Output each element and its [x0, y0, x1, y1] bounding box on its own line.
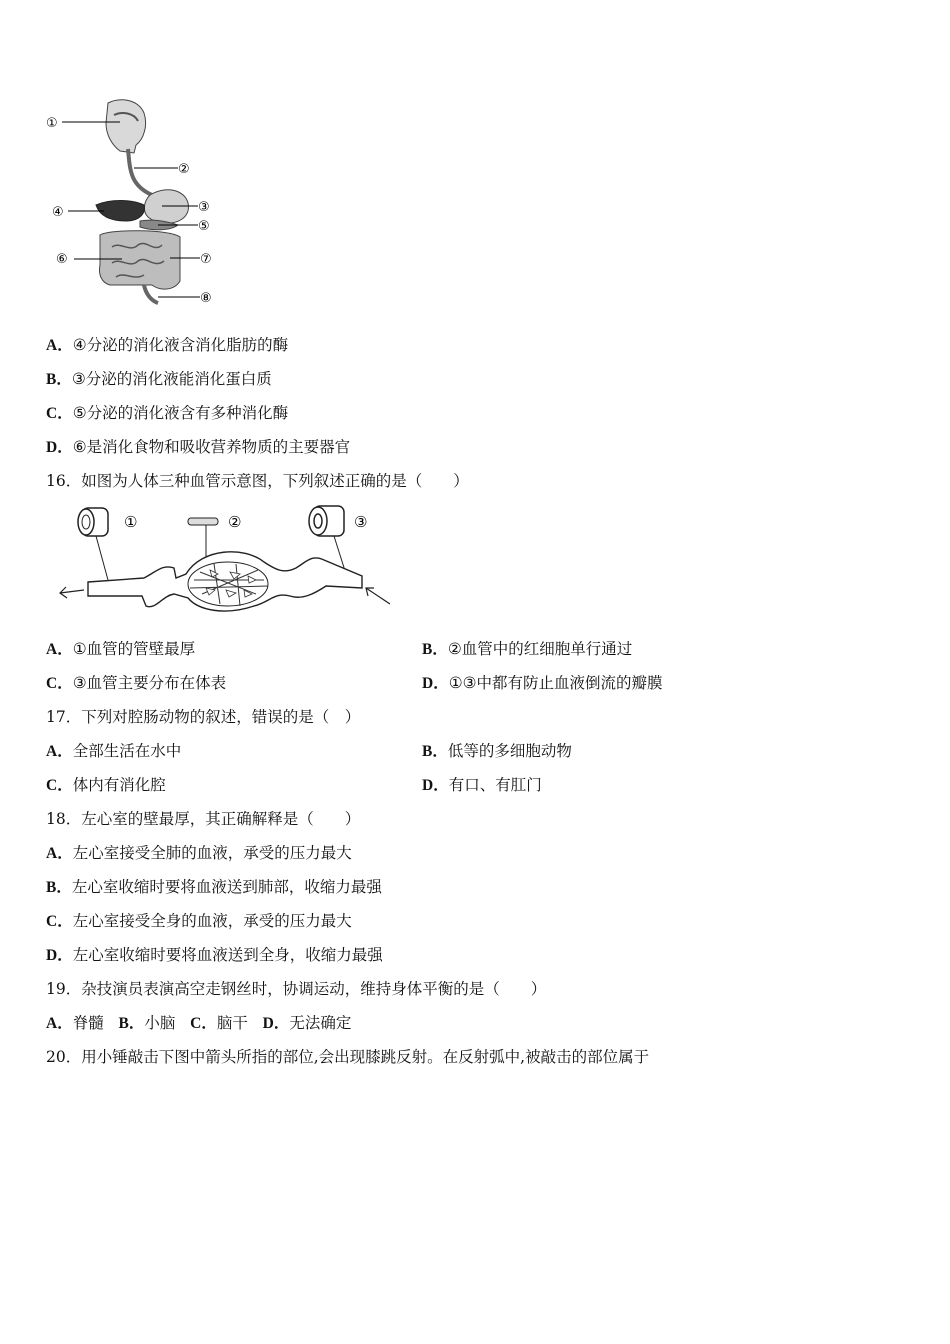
- q15-option-d: [46, 437, 350, 458]
- option-text: 低等的多细胞动物: [447, 742, 572, 760]
- option-letter: D．: [422, 675, 449, 692]
- option-text: 小脑: [144, 1014, 176, 1032]
- option-text: ④分泌的消化液含消化脂肪的酶: [72, 336, 289, 354]
- option-text: ①血管的管壁最厚: [72, 640, 196, 658]
- figure1-label-5: ⑤: [198, 219, 210, 234]
- figure1-label-6: ⑥: [56, 252, 68, 267]
- figure1-label-2: ②: [178, 162, 190, 177]
- q20-stem: 20．用小锤敲击下图中箭头所指的部位,会出现膝跳反射。在反射弧中,被敲击的部位属于: [46, 1048, 650, 1066]
- q16-option-d: [422, 673, 663, 694]
- option-text: 左心室接受全肺的血液，承受的压力最大: [72, 844, 352, 862]
- option-letter: B．: [46, 879, 72, 896]
- option-letter: C．: [46, 913, 73, 930]
- option-letter: C．: [46, 675, 73, 692]
- q16-option-a: [46, 639, 633, 660]
- q15-option-c: [46, 403, 288, 424]
- q17-option-a: [46, 741, 572, 762]
- q19-stem: 19．杂技演员表演高空走钢丝时，协调运动，维持身体平衡的是（ ）: [46, 980, 547, 998]
- figure1-label-3: ③: [198, 200, 210, 215]
- figure1-label-8: ⑧: [200, 291, 212, 306]
- q17-option-b: [422, 741, 572, 762]
- figure1-label-4: ④: [52, 205, 64, 220]
- figure1-label-1: ①: [46, 116, 58, 131]
- option-letter: D．: [422, 777, 449, 794]
- option-letter: A．: [46, 1015, 73, 1032]
- q18-option-a: [46, 843, 352, 864]
- option-text: 有口、有肛门: [448, 776, 542, 794]
- blood-vessel-figure: [44, 500, 404, 615]
- q16-stem: 16．如图为人体三种血管示意图，下列叙述正确的是（ ）: [46, 472, 469, 490]
- q15-option-b: [46, 369, 272, 390]
- option-text: ③血管主要分布在体表: [72, 674, 227, 692]
- option-letter: A．: [46, 743, 73, 760]
- q18-stem: 18．左心室的壁最厚，其正确解释是（ ）: [46, 810, 361, 828]
- q18-option-b: [46, 877, 382, 898]
- option-text: 脊髓: [72, 1014, 104, 1032]
- q18-option-d: [46, 945, 383, 966]
- option-letter: B．: [46, 371, 72, 388]
- q17-option-c: [46, 775, 542, 796]
- q19-options: [46, 1013, 351, 1034]
- option-letter: D．: [46, 947, 73, 964]
- option-letter: C．: [46, 777, 73, 794]
- option-letter: C．: [46, 405, 73, 422]
- option-text: 无法确定: [289, 1014, 352, 1032]
- option-text: 体内有消化腔: [72, 776, 166, 794]
- option-text: ②血管中的红细胞单行通过: [447, 640, 633, 658]
- option-letter: A．: [46, 845, 73, 862]
- option-letter: A．: [46, 337, 73, 354]
- option-text: ⑥是消化食物和吸收营养物质的主要器官: [72, 438, 351, 456]
- figure2-label-3: ③: [354, 513, 368, 531]
- q15-option-a: [46, 335, 288, 356]
- option-letter: B．: [422, 641, 448, 658]
- q18-option-c: [46, 911, 352, 932]
- digestive-system-figure: [40, 95, 230, 310]
- option-letter: D．: [262, 1015, 290, 1032]
- option-text: 脑干: [216, 1014, 248, 1032]
- q17-stem: 17．下列对腔肠动物的叙述，错误的是（ ）: [46, 708, 361, 726]
- option-text: 左心室收缩时要将血液送到全身，收缩力最强: [72, 946, 383, 964]
- figure2-label-1: ①: [124, 513, 138, 531]
- figure2-label-2: ②: [228, 513, 242, 531]
- q16-option-b: [422, 639, 632, 660]
- figure1-label-7: ⑦: [200, 252, 212, 267]
- option-text: 左心室收缩时要将血液送到肺部，收缩力最强: [71, 878, 382, 896]
- option-text: ⑤分泌的消化液含有多种消化酶: [72, 404, 289, 422]
- option-text: 左心室接受全身的血液，承受的压力最大: [72, 912, 352, 930]
- option-letter: C．: [190, 1015, 217, 1032]
- option-letter: A．: [46, 641, 73, 658]
- option-letter: B．: [118, 1015, 145, 1032]
- option-text: ①③中都有防止血液倒流的瓣膜: [448, 674, 663, 692]
- option-letter: B．: [422, 743, 448, 760]
- q16-option-c: [46, 673, 663, 694]
- option-text: ③分泌的消化液能消化蛋白质: [71, 370, 272, 388]
- option-letter: D．: [46, 439, 73, 456]
- option-text: 全部生活在水中: [72, 742, 182, 760]
- q17-option-d: [422, 775, 542, 796]
